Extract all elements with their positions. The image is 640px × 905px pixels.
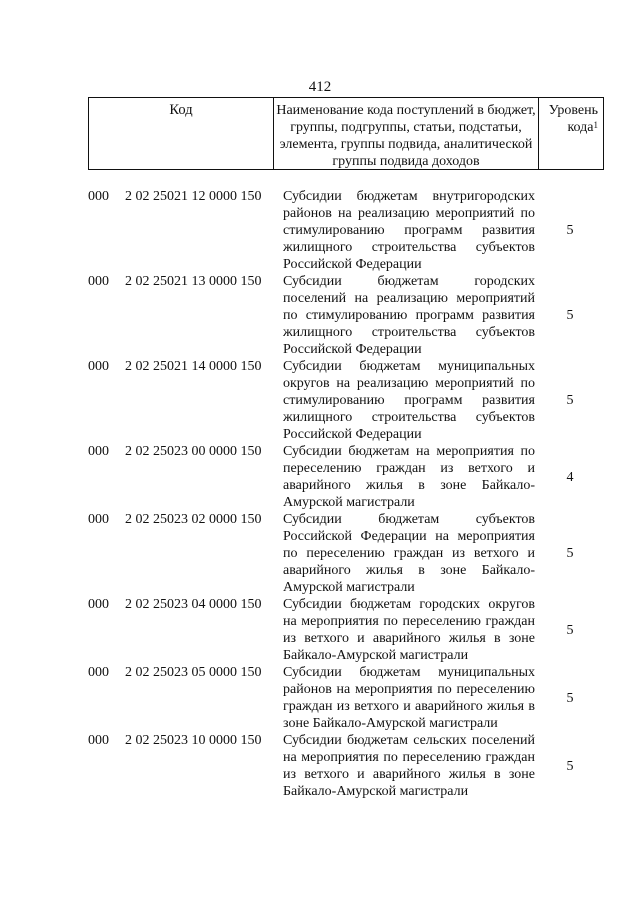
row-level: 5 — [566, 691, 574, 706]
row-code-prefix: 000 — [88, 597, 109, 612]
row-level: 5 — [566, 546, 574, 561]
header-name: Наименование кода поступлений в бюджет, группы, подгруппы, статьи, подстатьи, элемента, группы подвида, аналитической группы подвида доходов — [276, 103, 536, 169]
column-divider — [273, 98, 274, 169]
header-code: Код — [169, 102, 193, 118]
row-level: 4 — [566, 470, 574, 485]
table-row — [0, 511, 640, 596]
row-name: Субсидии бюджетам субъектов Российской Федерации на мероприятия по переселению граждан из ветхого и аварийного жилья в зоне Байкало-Амурской магистрали — [283, 512, 535, 595]
row-name: Субсидии бюджетам на мероприятия по переселению граждан из ветхого и аварийного жилья в зоне Байкало-Амурской магистрали — [283, 444, 535, 510]
row-code: 2 02 25021 12 0000 150 — [125, 189, 262, 204]
row-code-prefix: 000 — [88, 512, 109, 527]
row-level: 5 — [566, 223, 574, 238]
row-code-prefix: 000 — [88, 359, 109, 374]
row-code: 2 02 25023 05 0000 150 — [125, 665, 262, 680]
row-code: 2 02 25023 10 0000 150 — [125, 733, 262, 748]
row-name: Субсидии бюджетам сельских поселений на мероприятия по переселению граждан из ветхого и аварийного жилья в зоне Байкало-Амурской магистрали — [283, 733, 535, 799]
header-level — [540, 102, 604, 136]
page-number: 412 — [308, 79, 332, 95]
row-code-prefix: 000 — [88, 733, 109, 748]
row-name: Субсидии бюджетам городских округов на мероприятия по переселению граждан из ветхого и аварийного жилья в зоне Байкало-Амурской магистрали — [283, 597, 535, 663]
row-code: 2 02 25023 04 0000 150 — [125, 597, 262, 612]
column-divider — [538, 98, 539, 169]
row-name: Субсидии бюджетам внутригородских районов на реализацию мероприятий по стимулированию программ развития жилищного строительства субъектов Российской Федерации — [283, 189, 535, 272]
row-level: 5 — [566, 308, 574, 323]
table-row — [0, 596, 640, 664]
row-level: 5 — [566, 759, 574, 774]
row-code-prefix: 000 — [88, 665, 109, 680]
table-row — [0, 732, 640, 800]
row-code: 2 02 25023 02 0000 150 — [125, 512, 262, 527]
table-row — [0, 664, 640, 732]
header-level-footnote: 1 — [593, 120, 598, 130]
table-body — [0, 188, 640, 800]
row-code: 2 02 25023 00 0000 150 — [125, 444, 262, 459]
table-header — [88, 97, 604, 170]
header-level-label: Уровень кода — [548, 103, 598, 135]
row-code: 2 02 25021 14 0000 150 — [125, 359, 262, 374]
table-row — [0, 273, 640, 358]
row-level: 5 — [566, 623, 574, 638]
row-name: Субсидии бюджетам городских поселений на реализацию мероприятий по стимулированию программ развития жилищного строительства субъектов Российской Федерации — [283, 274, 535, 357]
row-code-prefix: 000 — [88, 444, 109, 459]
table-row — [0, 358, 640, 443]
row-code: 2 02 25021 13 0000 150 — [125, 274, 262, 289]
table-row — [0, 443, 640, 511]
row-level: 5 — [566, 393, 574, 408]
table-row — [0, 188, 640, 273]
row-code-prefix: 000 — [88, 274, 109, 289]
row-name: Субсидии бюджетам муниципальных районов на мероприятия по переселению граждан из ветхого и аварийного жилья в зоне Байкало-Амурской магистрали — [283, 665, 535, 731]
row-name: Субсидии бюджетам муниципальных округов на реализацию мероприятий по стимулированию программ развития жилищного строительства субъектов Российской Федерации — [283, 359, 535, 442]
row-code-prefix: 000 — [88, 189, 109, 204]
